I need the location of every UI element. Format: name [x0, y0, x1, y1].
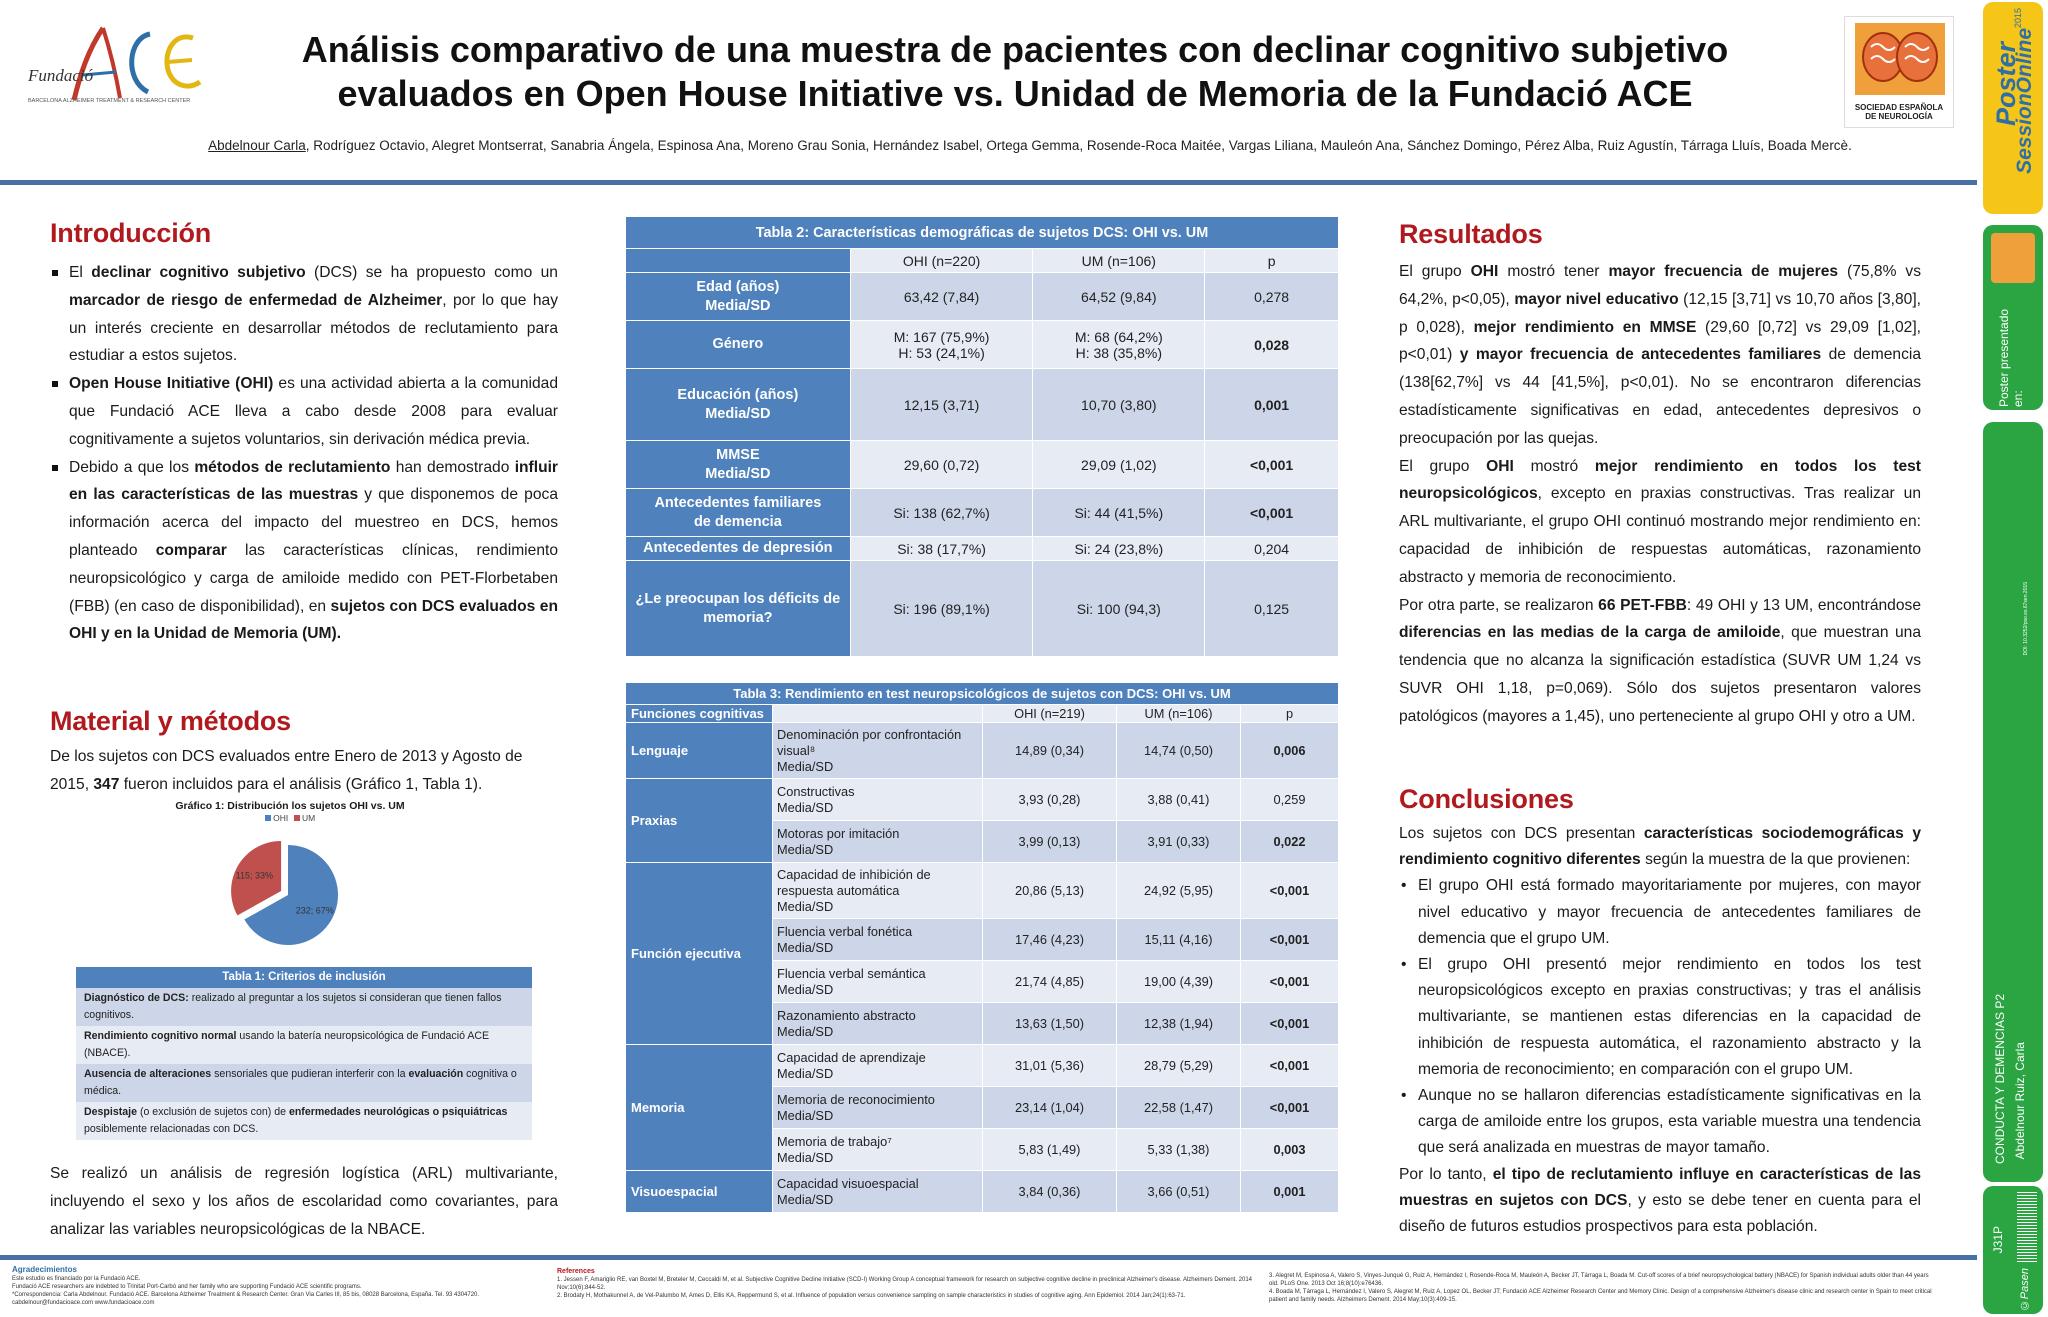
table3-ohi: 3,99 (0,13): [983, 821, 1117, 863]
table3-p: 0,022: [1241, 821, 1339, 863]
table3-ohi: 14,89 (0,34): [983, 723, 1117, 779]
table3-p: 0,001: [1241, 1171, 1339, 1213]
footer: [0, 1261, 1977, 1317]
introduction-heading: Introducción: [50, 218, 212, 248]
table-1: [76, 967, 532, 1140]
table3-group: Visuoespacial: [626, 1171, 773, 1213]
table3-ohi: 5,83 (1,49): [983, 1129, 1117, 1171]
table2-um: Si: 24 (23,8%): [1033, 537, 1205, 561]
table3-p: 0,259: [1241, 779, 1339, 821]
table3-row: [626, 863, 1339, 919]
correspondence: *Correspondencia: Carla Abdelnour. Fundació ACE. Barcelona Alzheimer Treatment & Research Center. Gran Via Carles III, 85 bis, 08028 Barcelona, España. Tel. 93 4304720. cabdelnour@fundacioace.com www.fundacioace.com: [12, 1292, 480, 1306]
pie-label-ohi: 232; 67%: [295, 905, 334, 916]
table2-ohi: Si: 138 (62,7%): [850, 489, 1033, 537]
other-authors: , Rodríguez Octavio, Alegret Montserrat, Sanabria Ángela, Espinosa Ana, Moreno Grau Sonia, Hernández Isabel, Ortega Gemma, Rosende-Roca Maitée, Vargas Liliana, Mauleón Ana, Sánchez Domingo, Pérez Alba, Ruiz Agustín, Tárraga Lluís, Boada Mercè.: [305, 138, 1852, 153]
table3-test: Constructivas Media/SD: [773, 779, 983, 821]
table3-row: [626, 1045, 1339, 1087]
methods-section: [50, 706, 558, 799]
table1-cell: Ausencia de alteraciones sensoriales que pudieran interferir con la evaluación cognitiva o médica.: [84, 1068, 517, 1097]
reference-3: 3. Alegret M, Espinosa A, Valero S, Vinyes-Junqué G, Ruiz A, Hernández I, Rosende-Roca M, Mauleón A, Becker JT, Tárraga L, Boada M. Cut-off scores of a brief neuropsychological battery (NBACE) for Spanish individual adults older than 44 years old. PLoS One. 2013 Oct 16;8(10):e76436.: [1269, 1273, 1929, 1287]
legend-ohi: OHI: [273, 813, 289, 823]
category-text: CONDUCTA Y DEMENCIAS P2: [1993, 994, 2007, 1165]
table3-p: <0,001: [1241, 1087, 1339, 1129]
intro-bullet-2: Open House Initiative (OHI) es una actividad abierta a la comunidad que Fundació ACE lleva a cabo desde 2008 para evaluar cognitivamente a sujetos voluntarios, sin derivación médica previa.: [50, 370, 558, 453]
barcode-icon: [2017, 1190, 2037, 1262]
first-author: Abdelnour Carla: [208, 138, 306, 153]
reference-1: 1. Jessen F, Amariglio RE, van Boxtel M, Breteler M, Ceccaldi M, et al. Subjective Cognitive Decline Initiative (SCD-I) Working Group A conceptual framework for research on subjective cognitive decline in preclinical Alzheimer's disease. Alzheimers Dement. 2014 Nov;10(6):844-52.: [557, 1277, 1253, 1291]
table3-p: <0,001: [1241, 863, 1339, 919]
brand-year: 2015: [2013, 8, 2023, 29]
conclusions-section: [1399, 784, 1921, 1240]
poster-session-online-badge: [1983, 2, 2043, 214]
table2-row: [626, 561, 1339, 657]
ack-title: Agradecimientos: [12, 1265, 77, 1274]
table2-p: 0,278: [1205, 273, 1339, 321]
doi-text: DOI: 10.3252/pso.es.67sen.2015: [2023, 582, 2029, 656]
code-box: [1983, 1186, 2043, 1314]
table2-um: 29,09 (1,02): [1033, 441, 1205, 489]
table1-row: [76, 1064, 532, 1102]
brand-bottom: SessionOnline: [2013, 28, 2036, 174]
table3-header-row: [626, 705, 1339, 723]
table3-title-row: [626, 683, 1339, 705]
methods-paragraph-2-wrap: [50, 1160, 558, 1243]
table3-ohi: 3,84 (0,36): [983, 1171, 1117, 1213]
table2-col-header: OHI (n=220): [850, 249, 1033, 273]
table3-ohi: 17,46 (4,23): [983, 919, 1117, 961]
brain-icon: [1845, 17, 1955, 97]
table3-row: [626, 1171, 1339, 1213]
table3-p: 0,006: [1241, 723, 1339, 779]
table3-um: 5,33 (1,38): [1117, 1129, 1241, 1171]
results-paragraph-3: Por otra parte, se realizaron 66 PET-FBB: 49 OHI y 13 UM, encontrándose diferencias en las medias de la carga de amiloide, que muestran una tendencia que no alcanza la significación estadística (SUVR UM 1,24 vs SUVR OHI 1,18, p=0,069). Sólo dos sujetos presentaron valores patológicos (mayores a 1,45), uno perteneciente al grupo OHI y otro a UM.: [1399, 596, 1921, 725]
table2-p: <0,001: [1205, 441, 1339, 489]
table3-p: <0,001: [1241, 1045, 1339, 1087]
table3-test: Capacidad de aprendizaje Media/SD: [773, 1045, 983, 1087]
table2-row-label: Edad (años) Media/SD: [626, 273, 851, 321]
intro-bullet-1: El declinar cognitivo subjetivo (DCS) se ha propuesto como un marcador de riesgo de enfermedad de Alzheimer, por lo que hay un interés creciente en desarrollar métodos de reclutamiento para estudiar a estos sujetos.: [50, 259, 558, 370]
table2-row: [626, 273, 1339, 321]
table3-um: 19,00 (4,39): [1117, 961, 1241, 1003]
logo-tagline: BARCELONA ALZHEIMER TREATMENT & RESEARCH CENTER: [28, 98, 191, 104]
side-author: Abdelnour Ruiz, Carla: [2013, 1042, 2027, 1160]
reference-4: 4. Boada M, Tárraga L, Hernández I, Valero S, Alegret M, Ruiz A, Lopez OL, Becker JT; Fundació ACE Alzheimer Research Center and Memory Clinic. Design of a comprehensive Alzheimer's disease clinic and research center in Spain to meet critical patient and family needs. Alzheimers Dement. 2014 May;10(3):409-15.: [1269, 1289, 1932, 1303]
table3-um: 3,88 (0,41): [1117, 779, 1241, 821]
table3-test-header: [773, 705, 983, 723]
conclusion-bullet-2: • El grupo OHI presentó mejor rendimiento en todos los test neuropsicológicos excepto en praxias constructivas; y tras el análisis multivariante, se mantienen estas diferencias en la capacidad de inhibición de respuesta automática, el razonamiento abstracto y la memoria de reconocimiento; en comparación con el grupo UM.: [1399, 952, 1921, 1083]
table2-title: Tabla 2: Características demográficas de sujetos DCS: OHI vs. UM: [626, 217, 1339, 249]
reference-2: 2. Brodaty H, Mothakunnel A, de Vel-Palumbo M, Ames D, Ellis KA, Reppermund S, et al. Influence of population versus convenience sampling on sample characteristics in studies of cognitive aging. Ann Epidemiol. 2014 Jan;24(1):63-71.: [557, 1293, 1186, 1299]
category-box: [1983, 422, 2043, 1182]
pie-label-um: 115; 33%: [235, 870, 274, 881]
ack-line-2: Fundació ACE researchers are indebted to Trinitat Port-Carbó and her family who are supporting Fundació ACE scientific programs.: [12, 1284, 362, 1290]
table3-ohi: 13,63 (1,50): [983, 1003, 1117, 1045]
table3-row: [626, 723, 1339, 779]
pasen-logo: ©Pasen: [2019, 1268, 2031, 1312]
title-line-1: Análisis comparativo de una muestra de pacientes con declinar cognitivo subjetivo: [301, 29, 1729, 70]
table3-group: Memoria: [626, 1045, 773, 1171]
fundacio-ace-logo: [28, 20, 208, 110]
table3-ohi: 3,93 (0,28): [983, 779, 1117, 821]
logo-word: Fundació: [28, 66, 94, 85]
side-strip: [1977, 0, 2048, 1317]
table2-ohi: 12,15 (3,71): [850, 369, 1033, 441]
conclusion-bullet-1: • El grupo OHI está formado mayoritariamente por mujeres, con mayor nivel educativo y mayor frecuencia de antecedentes familiares de demencia que el grupo UM.: [1399, 873, 1921, 952]
references-title: References: [557, 1268, 595, 1275]
table2-ohi: Si: 196 (89,1%): [850, 561, 1033, 657]
table3-test: Capacidad visuoespacial Media/SD: [773, 1171, 983, 1213]
table1-cell: Rendimiento cognitivo normal usando la batería neuropsicológica de Fundació ACE (NBACE).: [84, 1030, 490, 1059]
brand-top: Poster: [1991, 42, 2021, 127]
author-list: [190, 138, 1870, 153]
conclusion-bullet-3: • Aunque no se hallaron diferencias estadísticamente significativas en la carga de amiloide entre los grupos, esta variable muestra una tendencia que será analizada en muestras de mayor tamaño.: [1399, 1083, 1921, 1162]
pie-svg: [160, 823, 420, 963]
table3-um: 24,92 (5,95): [1117, 863, 1241, 919]
table2-row: [626, 441, 1339, 489]
table-2: [625, 216, 1339, 657]
table3-test: Capacidad de inhibición de respuesta automática Media/SD: [773, 863, 983, 919]
methods-paragraph-2: Se realizó un análisis de regresión logística (ARL) multivariante, incluyendo el sexo y los años de escolaridad como covariantes, para analizar las variables neuropsicológicas de la NBACE.: [50, 1165, 558, 1238]
table2-p: 0,001: [1205, 369, 1339, 441]
table3-col-header: p: [1241, 705, 1339, 723]
table3-ohi: 31,01 (5,36): [983, 1045, 1117, 1087]
table1-row: [76, 988, 532, 1026]
table2-row: [626, 321, 1339, 369]
title-line-2: evaluados en Open House Initiative vs. Unidad de Memoria de la Fundació ACE: [337, 73, 1693, 114]
table2-ohi: Si: 38 (17,7%): [850, 537, 1033, 561]
table2-row-label: Educación (años) Media/SD: [626, 369, 851, 441]
conclusions-paragraph-2: Por lo tanto, el tipo de reclutamiento influye en características de las muestras en sujetos con DCS, y esto se debe tener en cuenta para el diseño de futuros estudios prospectivos para esta población.: [1399, 1165, 1921, 1236]
table3-um: 14,74 (0,50): [1117, 723, 1241, 779]
table2-row-label: MMSE Media/SD: [626, 441, 851, 489]
table2-um: M: 68 (64,2%) H: 38 (35,8%): [1033, 321, 1205, 369]
sen-small-logo: [1991, 233, 2035, 283]
table3-test: Memoria de trabajo⁷ Media/SD: [773, 1129, 983, 1171]
table3-um: 12,38 (1,94): [1117, 1003, 1241, 1045]
table2-um: 64,52 (9,84): [1033, 273, 1205, 321]
table3-test: Denominación por confrontación visual⁸ Media/SD: [773, 723, 983, 779]
table2-ohi: M: 167 (75,9%) H: 53 (24,1%): [850, 321, 1033, 369]
methods-heading: Material y métodos: [50, 706, 291, 736]
chart-legend: [160, 813, 420, 823]
sen-line-2: DE NEUROLOGÍA: [1865, 112, 1933, 121]
table2-p: <0,001: [1205, 489, 1339, 537]
table3-um: 3,66 (0,51): [1117, 1171, 1241, 1213]
conclusions-heading: Conclusiones: [1399, 784, 1574, 814]
table2-corner: [626, 249, 851, 273]
table3-um: 28,79 (5,29): [1117, 1045, 1241, 1087]
table3-title: Tabla 3: Rendimiento en test neuropsicológicos de sujetos con DCS: OHI vs. UM: [626, 683, 1339, 705]
acknowledgements: [12, 1265, 512, 1307]
table2-um: 10,70 (3,80): [1033, 369, 1205, 441]
table1-row: [76, 1102, 532, 1140]
legend-um: UM: [302, 813, 316, 823]
table1-title: Tabla 1: Criterios de inclusión: [76, 967, 532, 988]
table2-um: Si: 100 (94,3): [1033, 561, 1205, 657]
results-heading: Resultados: [1399, 219, 1543, 249]
introduction-section: [50, 218, 558, 648]
table3-test: Fluencia verbal fonética Media/SD: [773, 919, 983, 961]
references-left: [557, 1268, 1257, 1300]
methods-paragraph-1: De los sujetos con DCS evaluados entre Enero de 2013 y Agosto de 2015, 347 fueron incluidos para el análisis (Gráfico 1, Tabla 1).: [50, 748, 523, 793]
table2-row-label: Antecedentes de depresión: [626, 537, 851, 561]
table2-ohi: 63,42 (7,84): [850, 273, 1033, 321]
table-3: [625, 682, 1339, 1213]
table3-p: <0,001: [1241, 961, 1339, 1003]
table2-row-label: Antecedentes familiares de demencia: [626, 489, 851, 537]
table3-um: 22,58 (1,47): [1117, 1087, 1241, 1129]
results-paragraph-2: El grupo OHI mostró mejor rendimiento en todos los test neuropsicológicos, excepto en praxias constructivas. Tras realizar un ARL multivariante, el grupo OHI continuó mostrando mejor rendimiento en: capacidad de inhibición de respuestas automáticas, razonamiento abstracto y memoria de reconocimiento.: [1399, 457, 1921, 586]
header-rule: [0, 180, 1977, 185]
table2-header-row: [626, 249, 1339, 273]
table3-um: 3,91 (0,33): [1117, 821, 1241, 863]
table3-ohi: 21,74 (4,85): [983, 961, 1117, 1003]
table3-row: [626, 779, 1339, 821]
table3-test: Motoras por imitación Media/SD: [773, 821, 983, 863]
pie-chart: [160, 800, 420, 968]
table2-um: Si: 44 (41,5%): [1033, 489, 1205, 537]
intro-bullet-3: Debido a que los métodos de reclutamiento han demostrado influir en las características de las muestras y que disponemos de poca información acerca del impacto del muestreo en DCS, hemos planteado comparar las características clínicas, rendimiento neuropsicológico y carga de amiloide medido con PET-Florbetaben (FBB) (en caso de disponibilidad), en sujetos con DCS evaluados en OHI y en la Unidad de Memoria (UM).: [50, 454, 558, 649]
poster-title: [250, 28, 1780, 116]
table1-cell: Despistaje (o exclusión de sujetos con) de enfermedades neurológicas o psiquiátricas posiblemente relacionadas con DCS.: [84, 1106, 508, 1135]
ack-line-1: Este estudio es financiado por la Fundació ACE.: [12, 1276, 141, 1282]
table2-row: [626, 489, 1339, 537]
table2-ohi: 29,60 (0,72): [850, 441, 1033, 489]
table2-title-row: [626, 217, 1339, 249]
sen-line-1: SOCIEDAD ESPAÑOLA: [1854, 103, 1944, 112]
table3-p: <0,001: [1241, 919, 1339, 961]
conclusions-paragraph-1: Los sujetos con DCS presentan características sociodemográficas y rendimiento cognitivo diferentes según la muestra de la que provienen:: [1399, 825, 1922, 869]
presented-label: Poster presentado en:: [1997, 308, 2025, 407]
table3-group: Praxias: [626, 779, 773, 863]
table2-row-label: Género: [626, 321, 851, 369]
table2-col-header: p: [1205, 249, 1339, 273]
table3-test: Razonamiento abstracto Media/SD: [773, 1003, 983, 1045]
table3-col-header: OHI (n=219): [983, 705, 1117, 723]
chart-title: Gráfico 1: Distribución los sujetos OHI vs. UM: [175, 800, 405, 812]
table1-row: [76, 1026, 532, 1064]
table2-p: 0,028: [1205, 321, 1339, 369]
table3-ohi: 20,86 (5,13): [983, 863, 1117, 919]
presented-at-box: [1983, 225, 2043, 410]
table3-p: <0,001: [1241, 1003, 1339, 1045]
table2-row: [626, 537, 1339, 561]
table2-row-label: ¿Le preocupan los déficits de memoria?: [626, 561, 851, 657]
table2-col-header: UM (n=106): [1033, 249, 1205, 273]
table1-cell: Diagnóstico de DCS: realizado al preguntar a los sujetos si consideran que tienen fallos cognitivos.: [84, 992, 502, 1021]
references-right: [1269, 1272, 1937, 1304]
poster-code: J31P: [1991, 1226, 2005, 1254]
table3-test: Fluencia verbal semántica Media/SD: [773, 961, 983, 1003]
table3-col0: Funciones cognitivas: [626, 705, 773, 723]
table3-test: Memoria de reconocimiento Media/SD: [773, 1087, 983, 1129]
table2-p: 0,125: [1205, 561, 1339, 657]
results-section: [1399, 219, 1921, 731]
table2-row: [626, 369, 1339, 441]
table3-ohi: 23,14 (1,04): [983, 1087, 1117, 1129]
table3-group: Lenguaje: [626, 723, 773, 779]
table3-p: 0,003: [1241, 1129, 1339, 1171]
table3-group: Función ejecutiva: [626, 863, 773, 1045]
table3-col-header: UM (n=106): [1117, 705, 1241, 723]
results-paragraph-1: El grupo OHI mostró tener mayor frecuencia de mujeres (75,8% vs 64,2%, p<0,05), mayor nivel educativo (12,15 [3,71] vs 10,70 años [3,80], p 0,028), mejor rendimiento en MMSE (29,60 [0,72] vs 29,09 [1,02], p<0,01) y mayor frecuencia de antecedentes familiares de demencia (138[62,7%] vs 44 [41,5%], p<0,01). No se encontraron diferencias estadísticamente significativas en edad, antecedentes depresivos o preocupación por las quejas.: [1399, 263, 1922, 447]
table2-p: 0,204: [1205, 537, 1339, 561]
table3-um: 15,11 (4,16): [1117, 919, 1241, 961]
footer-rule: [0, 1255, 1977, 1260]
sen-logo: [1844, 16, 1954, 128]
